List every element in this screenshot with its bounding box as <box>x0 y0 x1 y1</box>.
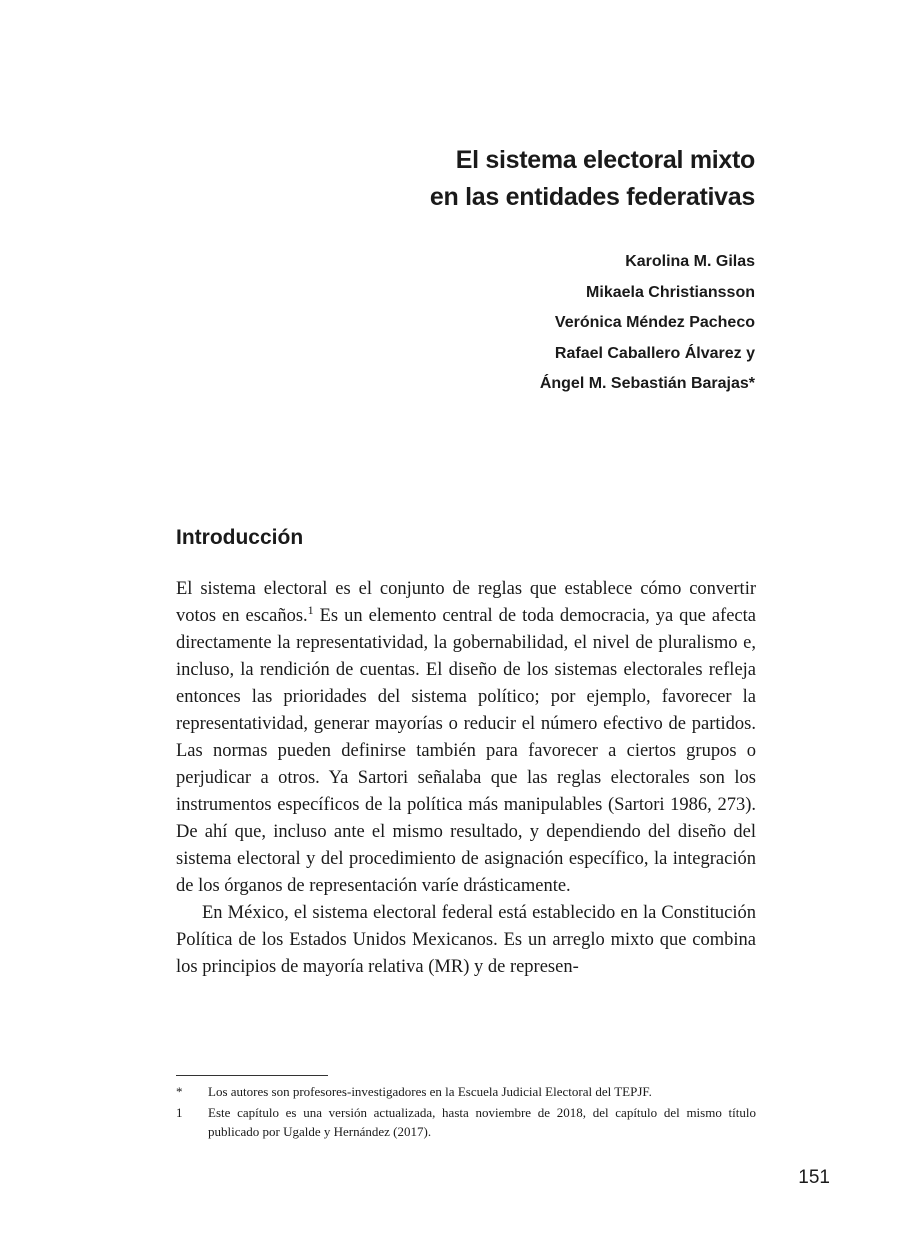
footnote <box>176 1103 756 1141</box>
footnote-mark: * <box>176 1084 183 1099</box>
page-number: 151 <box>798 1167 830 1188</box>
footnote-divider <box>176 1075 328 1076</box>
chapter-title-line: El sistema electoral mixto <box>455 146 755 174</box>
author-list <box>195 247 755 400</box>
author-name: Rafael Caballero Álvarez y <box>554 344 755 362</box>
footnote <box>176 1082 756 1101</box>
author-name: Mikaela Christiansson <box>586 283 755 301</box>
chapter-title-line: en las entidades federativas <box>429 183 755 211</box>
chapter-title <box>195 142 755 216</box>
paragraph <box>176 576 756 900</box>
paragraph-text: Es un elemento central de toda democracia, ya que afecta directamente la representatividad, la gobernabilidad, el nivel de pluralismo e, incluso, la rendición de cuentas. El diseño de los sistemas electorales refleja entonces las prioridades del sistema político; por ejemplo, favorecer la representatividad, generar mayorías o reducir el número efectivo de partidos. Las normas pueden definirse también para favorecer a ciertos grupos o perjudicar a otros. Ya Sartori señalaba que las reglas electorales son los instrumentos específicos de la política más manipulables (Sartori 1986, 273). De ahí que, incluso ante el mismo resultado, y dependiendo del diseño del sistema electoral y del procedimiento de asignación específico, la integración de los órganos de representación varíe drásticamente. <box>176 606 756 896</box>
body-text <box>176 576 756 981</box>
footnote-text: Este capítulo es una versión actualizada, hasta noviembre de 2018, del capítulo del mismo título publicado por Ugalde y Hernández (2017). <box>208 1105 756 1139</box>
author-name: Verónica Méndez Pacheco <box>554 314 755 331</box>
author-name: Ángel M. Sebastián Barajas* <box>539 375 755 392</box>
section-heading: Introducción <box>176 526 304 549</box>
paragraph-text: El sistema electoral es el conjunto de reglas que establece cómo convertir votos en escaños. <box>176 579 756 626</box>
footnote-mark: 1 <box>176 1105 183 1120</box>
author-name: Karolina M. Gilas <box>625 253 755 270</box>
footnotes <box>176 1082 756 1143</box>
footnote-reference[interactable]: 1 <box>307 603 314 617</box>
paragraph: En México, el sistema electoral federal está establecido en la Constitución Política de los Estados Unidos Mexicanos. Es un arreglo mixto que combina los principios de mayoría relativa (MR) y de represen- <box>176 903 756 977</box>
footnote-text: Los autores son profesores-investigadores en la Escuela Judicial Electoral del TEPJF. <box>208 1084 652 1099</box>
